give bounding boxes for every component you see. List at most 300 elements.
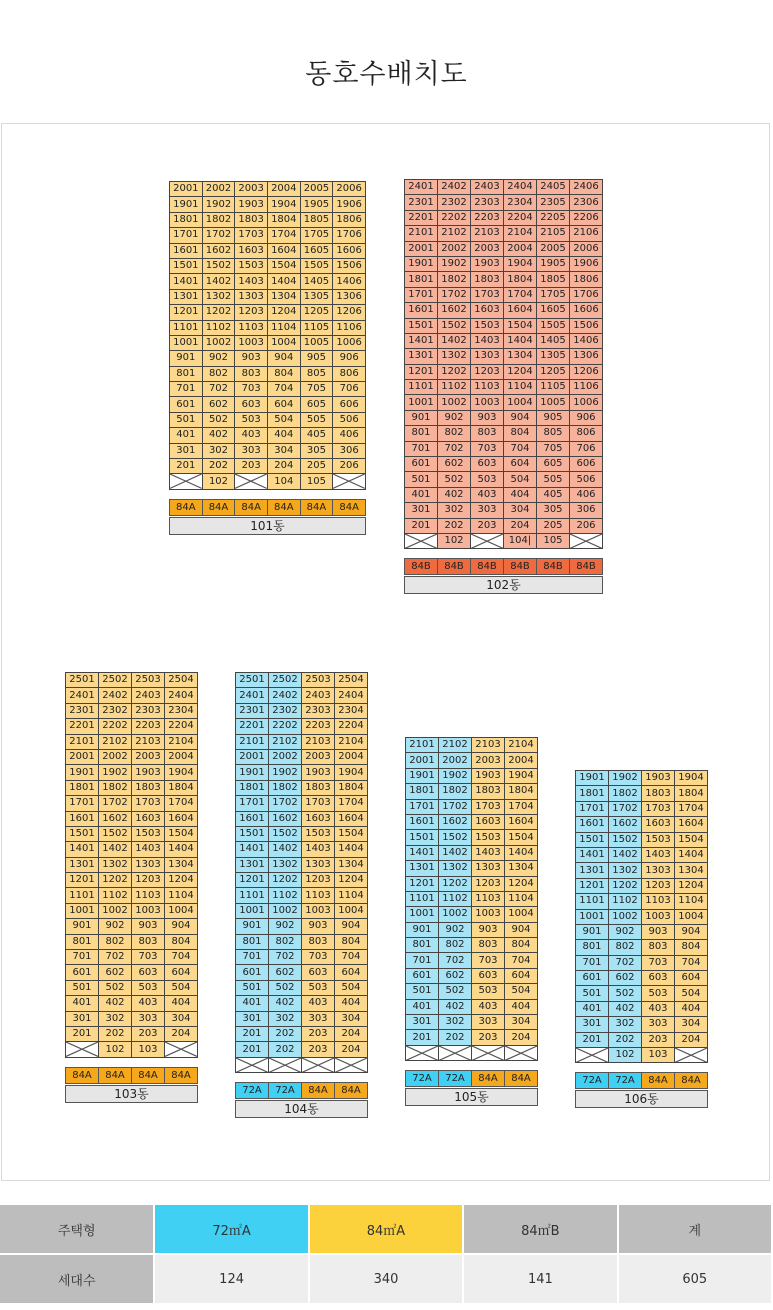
unit-cell[interactable]: 401: [66, 996, 99, 1011]
unit-cell[interactable]: 1304: [335, 857, 368, 872]
unit-cell[interactable]: 1501: [405, 318, 438, 333]
unit-cell[interactable]: 1302: [269, 857, 302, 872]
unit-cell[interactable]: 1004: [267, 335, 300, 350]
unit-cell[interactable]: 1903: [302, 765, 335, 780]
unit-cell[interactable]: 704: [267, 382, 300, 397]
unit-cell[interactable]: 2101: [405, 226, 438, 241]
unit-cell[interactable]: 203: [235, 459, 268, 474]
unit-cell[interactable]: 1602: [99, 811, 132, 826]
unit-cell[interactable]: 302: [609, 1017, 642, 1032]
unit-cell[interactable]: 2301: [66, 703, 99, 718]
unit-cell[interactable]: 803: [235, 366, 268, 381]
unit-cell[interactable]: 1603: [132, 811, 165, 826]
unit-cell[interactable]: 1405: [300, 274, 333, 289]
unit-cell[interactable]: 1601: [406, 814, 439, 829]
unit-cell[interactable]: 401: [405, 487, 438, 502]
unit-cell[interactable]: 1704: [267, 228, 300, 243]
unit-cell[interactable]: 2202: [438, 210, 471, 225]
unit-cell[interactable]: 301: [406, 1015, 439, 1030]
unit-cell[interactable]: 1204: [504, 364, 537, 379]
unit-cell[interactable]: 1901: [236, 765, 269, 780]
unit-cell[interactable]: 604: [675, 971, 708, 986]
unit-cell[interactable]: 1201: [405, 364, 438, 379]
unit-cell[interactable]: 1704: [165, 796, 198, 811]
unit-cell[interactable]: 1901: [406, 768, 439, 783]
unit-cell[interactable]: 501: [406, 984, 439, 999]
unit-cell[interactable]: 1001: [170, 335, 203, 350]
unit-cell[interactable]: 606: [570, 457, 603, 472]
unit-cell[interactable]: 1905: [300, 197, 333, 212]
unit-cell[interactable]: 1203: [471, 364, 504, 379]
unit-cell[interactable]: 1705: [300, 228, 333, 243]
unit-cell[interactable]: 702: [269, 950, 302, 965]
unit-cell[interactable]: 801: [405, 426, 438, 441]
unit-cell[interactable]: 904: [505, 922, 538, 937]
unit-cell[interactable]: 403: [642, 1001, 675, 1016]
unit-cell[interactable]: 502: [269, 980, 302, 995]
unit-cell[interactable]: 505: [300, 412, 333, 427]
unit-cell[interactable]: 2003: [302, 749, 335, 764]
unit-cell[interactable]: 2402: [438, 180, 471, 195]
unit-cell[interactable]: 503: [132, 980, 165, 995]
unit-cell[interactable]: 2003: [132, 749, 165, 764]
unit-cell[interactable]: 1801: [406, 784, 439, 799]
unit-cell[interactable]: 1705: [537, 287, 570, 302]
unit-cell[interactable]: 504: [335, 980, 368, 995]
unit-cell[interactable]: 1006: [333, 335, 366, 350]
unit-cell[interactable]: 904: [267, 351, 300, 366]
unit-cell[interactable]: 2201: [66, 719, 99, 734]
unit-cell[interactable]: 1004: [505, 907, 538, 922]
unit-cell[interactable]: 1803: [132, 780, 165, 795]
unit-cell[interactable]: 1703: [132, 796, 165, 811]
unit-cell[interactable]: 401: [576, 1001, 609, 1016]
unit-cell[interactable]: 601: [405, 457, 438, 472]
unit-cell[interactable]: 1006: [570, 395, 603, 410]
unit-cell[interactable]: 1404: [267, 274, 300, 289]
unit-cell[interactable]: 1906: [333, 197, 366, 212]
unit-cell[interactable]: 2201: [405, 210, 438, 225]
unit-cell[interactable]: 1403: [471, 333, 504, 348]
unit-cell[interactable]: 804: [165, 934, 198, 949]
unit-cell[interactable]: 1102: [439, 891, 472, 906]
unit-cell[interactable]: 1904: [675, 771, 708, 786]
unit-cell[interactable]: 1703: [302, 796, 335, 811]
unit-cell[interactable]: 1001: [236, 903, 269, 918]
unit-cell[interactable]: 2204: [335, 719, 368, 734]
unit-cell[interactable]: 1702: [202, 228, 235, 243]
unit-cell[interactable]: 1702: [269, 796, 302, 811]
unit-cell[interactable]: 801: [576, 940, 609, 955]
unit-cell[interactable]: 804: [335, 934, 368, 949]
unit-cell[interactable]: 1504: [505, 830, 538, 845]
unit-cell[interactable]: 1802: [269, 780, 302, 795]
unit-cell[interactable]: 1404: [504, 333, 537, 348]
unit-cell[interactable]: 1304: [267, 289, 300, 304]
unit-cell[interactable]: 1304: [504, 349, 537, 364]
unit-cell[interactable]: 1904: [335, 765, 368, 780]
unit-cell[interactable]: 603: [472, 968, 505, 983]
unit-cell[interactable]: 1403: [302, 842, 335, 857]
unit-cell[interactable]: 901: [406, 922, 439, 937]
unit-cell[interactable]: 2303: [471, 195, 504, 210]
unit-cell[interactable]: 1503: [472, 830, 505, 845]
unit-cell[interactable]: 304: [504, 503, 537, 518]
unit-cell[interactable]: 606: [333, 397, 366, 412]
unit-cell[interactable]: 1904: [267, 197, 300, 212]
unit-cell[interactable]: 1302: [202, 289, 235, 304]
unit-cell[interactable]: 1203: [302, 873, 335, 888]
unit-cell[interactable]: 506: [570, 472, 603, 487]
unit-cell[interactable]: 804: [267, 366, 300, 381]
unit-cell[interactable]: 705: [300, 382, 333, 397]
unit-cell[interactable]: 403: [302, 996, 335, 1011]
unit-cell[interactable]: 502: [202, 412, 235, 427]
unit-cell[interactable]: 2102: [269, 734, 302, 749]
unit-cell[interactable]: 1702: [609, 801, 642, 816]
unit-cell[interactable]: 701: [170, 382, 203, 397]
unit-cell[interactable]: 1606: [333, 243, 366, 258]
unit-cell[interactable]: 1003: [132, 903, 165, 918]
unit-cell[interactable]: 1804: [267, 212, 300, 227]
unit-cell[interactable]: 1802: [99, 780, 132, 795]
unit-cell[interactable]: 804: [675, 940, 708, 955]
unit-cell[interactable]: 1803: [471, 272, 504, 287]
unit-cell[interactable]: 104: [267, 474, 300, 489]
unit-cell[interactable]: 201: [236, 1026, 269, 1041]
unit-cell[interactable]: 501: [236, 980, 269, 995]
unit-cell[interactable]: 202: [438, 518, 471, 533]
unit-cell[interactable]: 701: [406, 953, 439, 968]
unit-cell[interactable]: 1303: [132, 857, 165, 872]
unit-cell[interactable]: 2001: [170, 182, 203, 197]
unit-cell[interactable]: 1604: [504, 303, 537, 318]
unit-cell[interactable]: 1003: [472, 907, 505, 922]
unit-cell[interactable]: 1406: [333, 274, 366, 289]
unit-cell[interactable]: 302: [269, 1011, 302, 1026]
unit-cell[interactable]: 2403: [132, 688, 165, 703]
unit-cell[interactable]: 301: [405, 503, 438, 518]
unit-cell[interactable]: 503: [471, 472, 504, 487]
unit-cell[interactable]: 1105: [537, 380, 570, 395]
unit-cell[interactable]: 703: [471, 441, 504, 456]
unit-cell[interactable]: 406: [333, 428, 366, 443]
unit-cell[interactable]: 201: [406, 1030, 439, 1045]
unit-cell[interactable]: 402: [99, 996, 132, 1011]
unit-cell[interactable]: 1005: [537, 395, 570, 410]
unit-cell[interactable]: 2501: [66, 673, 99, 688]
unit-cell[interactable]: 1202: [99, 873, 132, 888]
unit-cell[interactable]: 1002: [439, 907, 472, 922]
unit-cell[interactable]: 1203: [132, 873, 165, 888]
unit-cell[interactable]: 1204: [267, 305, 300, 320]
unit-cell[interactable]: 1404: [675, 847, 708, 862]
unit-cell[interactable]: 203: [302, 1042, 335, 1057]
unit-cell[interactable]: 404: [675, 1001, 708, 1016]
unit-cell[interactable]: 2203: [471, 210, 504, 225]
unit-cell[interactable]: 902: [609, 924, 642, 939]
unit-cell[interactable]: 1405: [537, 333, 570, 348]
unit-cell[interactable]: 2302: [99, 703, 132, 718]
unit-cell[interactable]: 602: [99, 965, 132, 980]
unit-cell[interactable]: 1801: [576, 786, 609, 801]
unit-cell[interactable]: 1302: [438, 349, 471, 364]
unit-cell[interactable]: 1002: [99, 903, 132, 918]
unit-cell[interactable]: 1403: [642, 847, 675, 862]
unit-cell[interactable]: 1502: [438, 318, 471, 333]
unit-cell[interactable]: 804: [504, 426, 537, 441]
unit-cell[interactable]: 1902: [99, 765, 132, 780]
unit-cell[interactable]: 301: [170, 443, 203, 458]
unit-cell[interactable]: 1602: [439, 814, 472, 829]
unit-cell[interactable]: 1401: [405, 333, 438, 348]
unit-cell[interactable]: 2003: [472, 753, 505, 768]
unit-cell[interactable]: 601: [170, 397, 203, 412]
unit-cell[interactable]: 1803: [642, 786, 675, 801]
unit-cell[interactable]: 803: [642, 940, 675, 955]
unit-cell[interactable]: 1802: [202, 212, 235, 227]
unit-cell[interactable]: 2104: [165, 734, 198, 749]
unit-cell[interactable]: 604: [335, 965, 368, 980]
unit-cell[interactable]: 2006: [333, 182, 366, 197]
unit-cell[interactable]: 2404: [165, 688, 198, 703]
unit-cell[interactable]: 803: [302, 934, 335, 949]
unit-cell[interactable]: 602: [438, 457, 471, 472]
unit-cell[interactable]: 1103: [302, 888, 335, 903]
unit-cell[interactable]: 1203: [235, 305, 268, 320]
unit-cell[interactable]: 1201: [576, 878, 609, 893]
unit-cell[interactable]: 1101: [66, 888, 99, 903]
unit-cell[interactable]: 1703: [642, 801, 675, 816]
unit-cell[interactable]: 1704: [504, 287, 537, 302]
unit-cell[interactable]: 601: [236, 965, 269, 980]
unit-cell[interactable]: 404: [267, 428, 300, 443]
unit-cell[interactable]: 2106: [570, 226, 603, 241]
unit-cell[interactable]: 404: [335, 996, 368, 1011]
unit-cell[interactable]: 2103: [302, 734, 335, 749]
unit-cell[interactable]: 502: [438, 472, 471, 487]
unit-cell[interactable]: 602: [609, 971, 642, 986]
unit-cell[interactable]: 105: [537, 533, 570, 548]
unit-cell[interactable]: 1602: [438, 303, 471, 318]
unit-cell[interactable]: 1301: [406, 861, 439, 876]
unit-cell[interactable]: 103: [132, 1042, 165, 1057]
unit-cell[interactable]: 1903: [471, 256, 504, 271]
unit-cell[interactable]: 603: [132, 965, 165, 980]
unit-cell[interactable]: 204: [165, 1026, 198, 1041]
unit-cell[interactable]: 1105: [300, 320, 333, 335]
unit-cell[interactable]: 1901: [405, 256, 438, 271]
unit-cell[interactable]: 702: [609, 955, 642, 970]
unit-cell[interactable]: 1601: [576, 817, 609, 832]
unit-cell[interactable]: 806: [333, 366, 366, 381]
unit-cell[interactable]: 205: [300, 459, 333, 474]
unit-cell[interactable]: 1305: [300, 289, 333, 304]
unit-cell[interactable]: 2204: [165, 719, 198, 734]
unit-cell[interactable]: 1502: [99, 826, 132, 841]
unit-cell[interactable]: 302: [438, 503, 471, 518]
unit-cell[interactable]: 704: [505, 953, 538, 968]
unit-cell[interactable]: 2405: [537, 180, 570, 195]
unit-cell[interactable]: 1702: [438, 287, 471, 302]
unit-cell[interactable]: 402: [202, 428, 235, 443]
unit-cell[interactable]: 2306: [570, 195, 603, 210]
unit-cell[interactable]: 1304: [675, 863, 708, 878]
unit-cell[interactable]: 103: [642, 1048, 675, 1063]
unit-cell[interactable]: 404: [504, 487, 537, 502]
unit-cell[interactable]: 404: [165, 996, 198, 1011]
unit-cell[interactable]: 1906: [570, 256, 603, 271]
unit-cell[interactable]: 1601: [66, 811, 99, 826]
unit-cell[interactable]: 901: [576, 924, 609, 939]
unit-cell[interactable]: 604: [504, 457, 537, 472]
unit-cell[interactable]: 1305: [537, 349, 570, 364]
unit-cell[interactable]: 2504: [165, 673, 198, 688]
unit-cell[interactable]: 904: [504, 410, 537, 425]
unit-cell[interactable]: 1002: [269, 903, 302, 918]
unit-cell[interactable]: 206: [570, 518, 603, 533]
unit-cell[interactable]: 503: [302, 980, 335, 995]
unit-cell[interactable]: 1403: [235, 274, 268, 289]
unit-cell[interactable]: 2503: [132, 673, 165, 688]
unit-cell[interactable]: 2301: [405, 195, 438, 210]
unit-cell[interactable]: 2402: [269, 688, 302, 703]
unit-cell[interactable]: 2105: [537, 226, 570, 241]
unit-cell[interactable]: 2004: [165, 749, 198, 764]
unit-cell[interactable]: 502: [99, 980, 132, 995]
unit-cell[interactable]: 904: [165, 919, 198, 934]
unit-cell[interactable]: 1303: [472, 861, 505, 876]
unit-cell[interactable]: 1104: [504, 380, 537, 395]
unit-cell[interactable]: 1103: [472, 891, 505, 906]
unit-cell[interactable]: 204: [267, 459, 300, 474]
unit-cell[interactable]: 2205: [537, 210, 570, 225]
unit-cell[interactable]: 501: [576, 986, 609, 1001]
unit-cell[interactable]: 1601: [405, 303, 438, 318]
unit-cell[interactable]: 704: [504, 441, 537, 456]
unit-cell[interactable]: 305: [537, 503, 570, 518]
unit-cell[interactable]: 204: [675, 1032, 708, 1047]
unit-cell[interactable]: 1401: [406, 845, 439, 860]
unit-cell[interactable]: 2004: [504, 241, 537, 256]
unit-cell[interactable]: 1806: [333, 212, 366, 227]
unit-cell[interactable]: 1902: [438, 256, 471, 271]
unit-cell[interactable]: 201: [66, 1026, 99, 1041]
unit-cell[interactable]: 1501: [170, 258, 203, 273]
unit-cell[interactable]: 303: [472, 1015, 505, 1030]
unit-cell[interactable]: 702: [99, 950, 132, 965]
unit-cell[interactable]: 102: [99, 1042, 132, 1057]
unit-cell[interactable]: 903: [472, 922, 505, 937]
unit-cell[interactable]: 1206: [333, 305, 366, 320]
unit-cell[interactable]: 2203: [302, 719, 335, 734]
unit-cell[interactable]: 204: [335, 1026, 368, 1041]
unit-cell[interactable]: 803: [132, 934, 165, 949]
unit-cell[interactable]: 703: [472, 953, 505, 968]
unit-cell[interactable]: 1101: [576, 894, 609, 909]
unit-cell[interactable]: 1204: [335, 873, 368, 888]
unit-cell[interactable]: 1404: [505, 845, 538, 860]
unit-cell[interactable]: 1805: [300, 212, 333, 227]
unit-cell[interactable]: 1103: [132, 888, 165, 903]
unit-cell[interactable]: 703: [235, 382, 268, 397]
unit-cell[interactable]: 702: [202, 382, 235, 397]
unit-cell[interactable]: 2002: [269, 749, 302, 764]
unit-cell[interactable]: 504: [675, 986, 708, 1001]
unit-cell[interactable]: 1701: [405, 287, 438, 302]
unit-cell[interactable]: 1604: [165, 811, 198, 826]
unit-cell[interactable]: 1101: [236, 888, 269, 903]
unit-cell[interactable]: 102: [202, 474, 235, 489]
unit-cell[interactable]: 1302: [99, 857, 132, 872]
unit-cell[interactable]: 202: [609, 1032, 642, 1047]
unit-cell[interactable]: 1106: [570, 380, 603, 395]
unit-cell[interactable]: 2404: [504, 180, 537, 195]
unit-cell[interactable]: 304: [505, 1015, 538, 1030]
unit-cell[interactable]: 2401: [66, 688, 99, 703]
unit-cell[interactable]: 1804: [675, 786, 708, 801]
unit-cell[interactable]: 701: [66, 950, 99, 965]
unit-cell[interactable]: 2502: [269, 673, 302, 688]
unit-cell[interactable]: 406: [570, 487, 603, 502]
unit-cell[interactable]: 506: [333, 412, 366, 427]
unit-cell[interactable]: 2401: [236, 688, 269, 703]
unit-cell[interactable]: 1303: [302, 857, 335, 872]
unit-cell[interactable]: 1905: [537, 256, 570, 271]
unit-cell[interactable]: 1103: [642, 894, 675, 909]
unit-cell[interactable]: 903: [642, 924, 675, 939]
unit-cell[interactable]: 1902: [609, 771, 642, 786]
unit-cell[interactable]: 2004: [335, 749, 368, 764]
unit-cell[interactable]: 902: [269, 919, 302, 934]
unit-cell[interactable]: 2002: [439, 753, 472, 768]
unit-cell[interactable]: 201: [576, 1032, 609, 1047]
unit-cell[interactable]: 304: [267, 443, 300, 458]
unit-cell[interactable]: 2304: [335, 703, 368, 718]
unit-cell[interactable]: 1004: [335, 903, 368, 918]
unit-cell[interactable]: 1301: [405, 349, 438, 364]
unit-cell[interactable]: 1001: [66, 903, 99, 918]
unit-cell[interactable]: 2101: [66, 734, 99, 749]
unit-cell[interactable]: 906: [570, 410, 603, 425]
unit-cell[interactable]: 2103: [472, 738, 505, 753]
unit-cell[interactable]: 1303: [642, 863, 675, 878]
unit-cell[interactable]: 2104: [505, 738, 538, 753]
unit-cell[interactable]: 1101: [405, 380, 438, 395]
unit-cell[interactable]: 801: [170, 366, 203, 381]
unit-cell[interactable]: 303: [235, 443, 268, 458]
unit-cell[interactable]: 1002: [438, 395, 471, 410]
unit-cell[interactable]: 303: [132, 1011, 165, 1026]
unit-cell[interactable]: 1403: [472, 845, 505, 860]
unit-cell[interactable]: 2002: [438, 241, 471, 256]
unit-cell[interactable]: 402: [438, 487, 471, 502]
unit-cell[interactable]: 604: [505, 968, 538, 983]
unit-cell[interactable]: 204: [505, 1030, 538, 1045]
unit-cell[interactable]: 1502: [269, 826, 302, 841]
unit-cell[interactable]: 403: [472, 999, 505, 1014]
unit-cell[interactable]: 1306: [333, 289, 366, 304]
unit-cell[interactable]: 701: [236, 950, 269, 965]
unit-cell[interactable]: 1403: [132, 842, 165, 857]
unit-cell[interactable]: 601: [66, 965, 99, 980]
unit-cell[interactable]: 1502: [202, 258, 235, 273]
unit-cell[interactable]: 802: [609, 940, 642, 955]
unit-cell[interactable]: 1504: [504, 318, 537, 333]
unit-cell[interactable]: 1604: [675, 817, 708, 832]
unit-cell[interactable]: 303: [471, 503, 504, 518]
unit-cell[interactable]: 301: [236, 1011, 269, 1026]
